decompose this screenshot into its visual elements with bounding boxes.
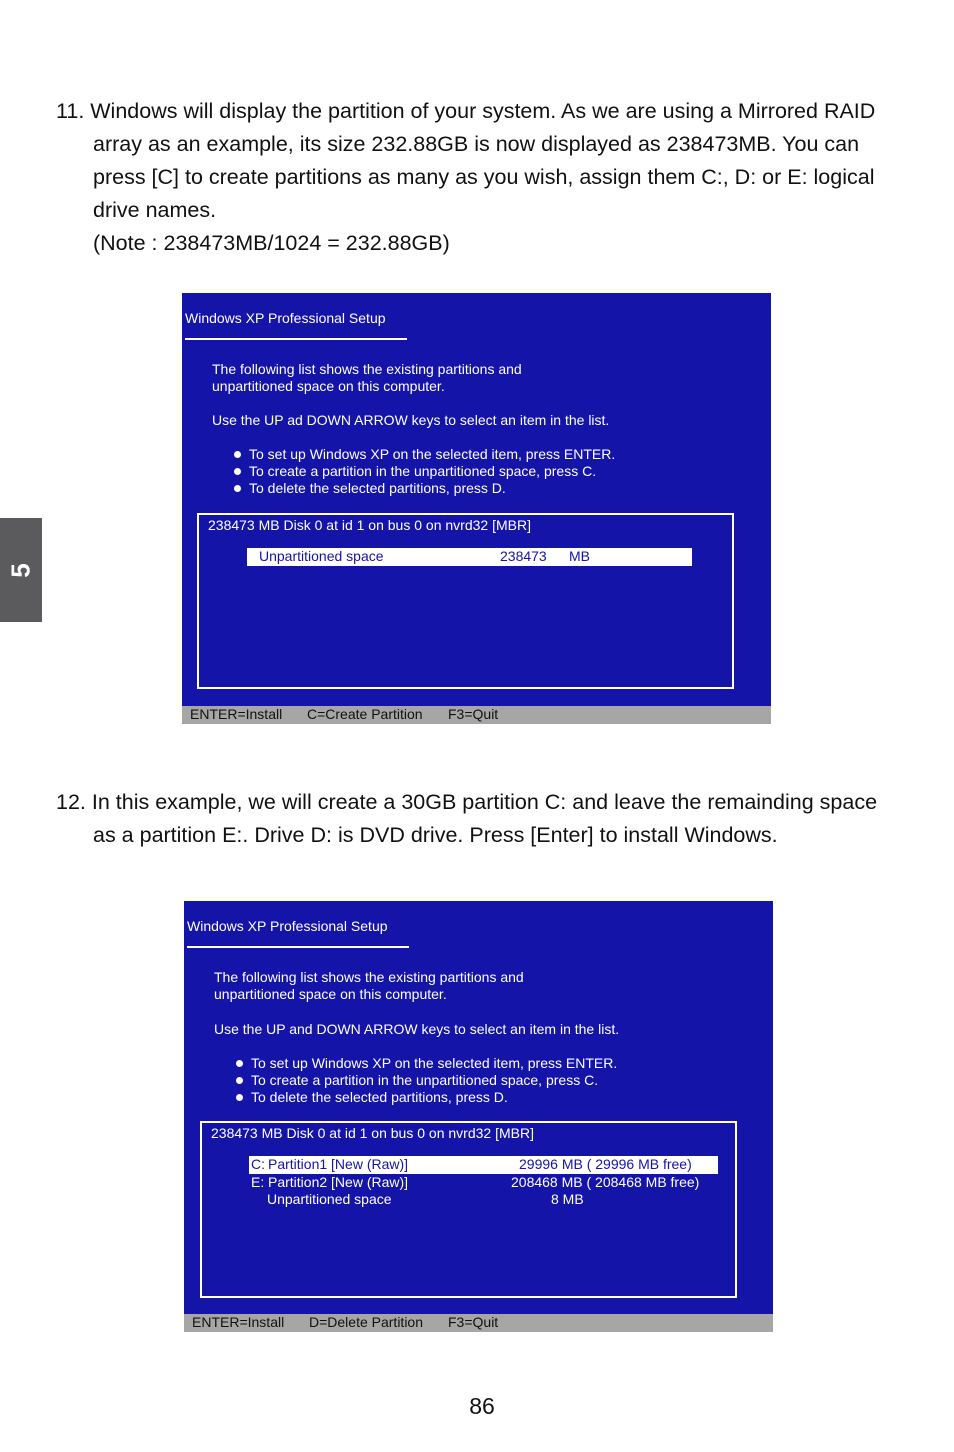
page-number-text: 86 — [469, 1393, 495, 1419]
status-bar — [182, 706, 771, 724]
partition-size: 208468 MB ( 208468 MB free) — [511, 1174, 700, 1190]
partition-list-box — [197, 513, 734, 689]
status-install: ENTER=Install — [192, 1314, 285, 1330]
instruction-item: To create a partition in the unpartitioned space, press C. — [234, 1072, 617, 1089]
instruction-item: To create a partition in the unpartitioned space, press C. — [232, 463, 615, 480]
step-11-line: array as an example, its size 232.88GB is now displayed as 238473MB. You can — [93, 132, 860, 156]
status-bar — [184, 1314, 773, 1332]
partition-size: 8 MB — [551, 1191, 584, 1207]
partition-row-unpartitioned[interactable] — [247, 548, 692, 566]
intro-line: unpartitioned space on this computer. — [212, 378, 445, 394]
setup-title: Windows XP Professional Setup — [185, 310, 407, 340]
partition-name: Partition1 [New (Raw)] — [268, 1156, 409, 1172]
chapter-number: 5 — [5, 562, 36, 578]
setup-intro — [214, 969, 524, 1003]
partition-row-e[interactable] — [249, 1174, 718, 1192]
arrow-keys-hint: Use the UP and DOWN ARROW keys to select an item in the list. — [214, 1021, 620, 1037]
partition-unit: MB — [569, 548, 590, 564]
disk-label: 238473 MB Disk 0 at id 1 on bus 0 on nvrd32 [MBR] — [208, 517, 531, 533]
setup-screen-1 — [182, 293, 771, 724]
instruction-list — [232, 446, 615, 497]
status-quit: F3=Quit — [448, 706, 499, 722]
status-quit: F3=Quit — [448, 1314, 499, 1330]
instruction-item: To set up Windows XP on the selected item, press ENTER. — [232, 446, 615, 463]
page-number — [0, 1393, 954, 1420]
arrow-keys-hint: Use the UP ad DOWN ARROW keys to select an item in the list. — [212, 412, 610, 428]
disk-label: 238473 MB Disk 0 at id 1 on bus 0 on nvrd32 [MBR] — [211, 1125, 534, 1141]
partition-name: Partition2 [New (Raw)] — [268, 1174, 409, 1190]
drive-letter: C: — [251, 1156, 265, 1172]
drive-letter: E: — [251, 1174, 265, 1190]
step-12-text — [56, 786, 906, 852]
chapter-tab — [0, 518, 42, 622]
step-11-line: press [C] to create partitions as many as you wish, assign them C:, D: or E: logical — [93, 165, 875, 189]
partition-size: 29996 MB ( 29996 MB free) — [519, 1156, 692, 1172]
instruction-list — [234, 1055, 617, 1106]
partition-name: Unpartitioned space — [259, 548, 384, 564]
partition-row-c[interactable] — [249, 1156, 718, 1174]
step-12-line: 12. In this example, we will create a 30GB partition C: and leave the remainding space — [56, 790, 878, 814]
partition-name: Unpartitioned space — [267, 1191, 392, 1207]
step-11-text — [56, 95, 906, 260]
instruction-item: To delete the selected partitions, press D. — [232, 480, 615, 497]
partition-row-unpartitioned[interactable] — [249, 1191, 718, 1209]
status-create-partition: C=Create Partition — [307, 706, 423, 722]
partition-size: 238473 — [500, 548, 547, 564]
status-delete-partition: D=Delete Partition — [309, 1314, 424, 1330]
status-install: ENTER=Install — [190, 706, 283, 722]
intro-line: The following list shows the existing partitions and — [212, 361, 522, 377]
setup-title: Windows XP Professional Setup — [187, 918, 409, 948]
step-11-line: drive names. — [93, 198, 217, 222]
instruction-item: To delete the selected partitions, press D. — [234, 1089, 617, 1106]
partition-list-box — [200, 1121, 737, 1298]
step-12-line: as a partition E:. Drive D: is DVD drive. Press [Enter] to install Windows. — [93, 823, 778, 847]
intro-line: The following list shows the existing partitions and — [214, 969, 524, 985]
intro-line: unpartitioned space on this computer. — [214, 986, 447, 1002]
setup-intro — [212, 361, 522, 395]
setup-screen-2 — [184, 901, 773, 1332]
step-11-note: (Note : 238473MB/1024 = 232.88GB) — [93, 231, 450, 255]
step-11-line: 11. Windows will display the partition of your system. As we are using a Mirrored RAID — [56, 99, 876, 123]
instruction-item: To set up Windows XP on the selected item, press ENTER. — [234, 1055, 617, 1072]
